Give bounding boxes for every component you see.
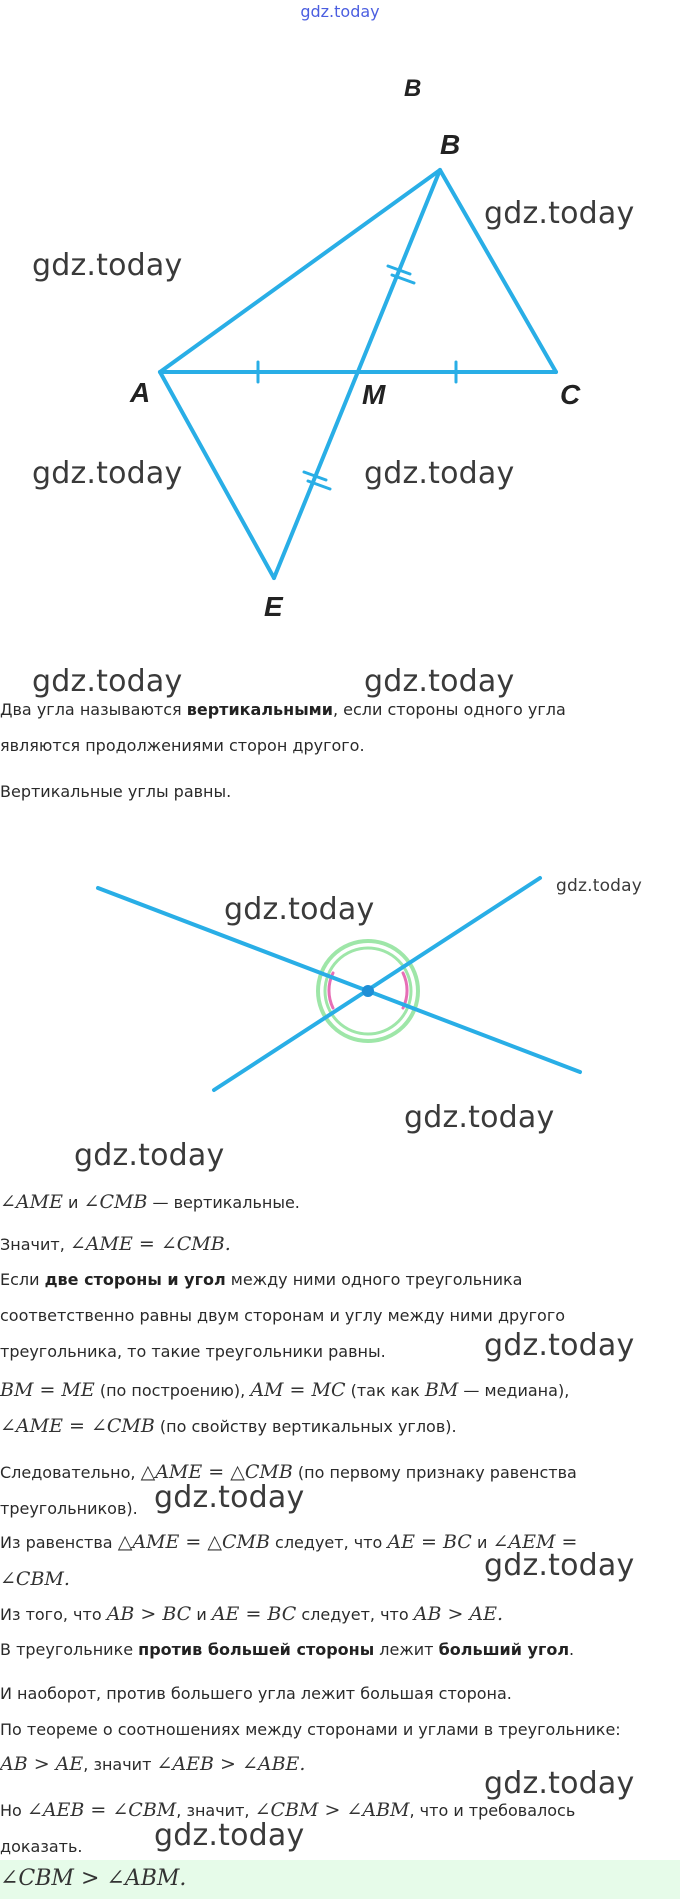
math: ∠CBM > ∠ABM (254, 1799, 410, 1821)
math: ∠AME (0, 1191, 63, 1213)
line-consequently (0, 1454, 650, 1527)
watermark: gdz.today (154, 1818, 305, 1853)
watermark-top: gdz.today (300, 2, 380, 21)
line-equalities (0, 1372, 650, 1409)
text: (по построению), (94, 1381, 251, 1400)
final-answer: ∠CBM > ∠ABM. (0, 1866, 187, 1891)
math: AB > AE. (413, 1603, 504, 1625)
text: , если стороны одного угла являются продолжениями сторон другого. (0, 700, 566, 755)
text: — вертикальные. (147, 1193, 300, 1212)
line-ab-gt-ae (0, 1746, 650, 1783)
watermark: gdz.today (484, 1548, 635, 1583)
math: AE = BC (211, 1603, 297, 1625)
triangle-figure (0, 0, 680, 640)
text: и (62, 1193, 84, 1212)
label-c: C (560, 379, 581, 410)
text: (так как (345, 1381, 425, 1400)
definition-vertical-angles (0, 692, 650, 764)
line-theorem (0, 1632, 650, 1668)
text: Из равенства (0, 1533, 118, 1552)
math: ∠AEM = ∠CBM. (0, 1531, 578, 1590)
math: AE = BC (387, 1531, 472, 1553)
label-a: A (130, 377, 151, 408)
line-conclusion (0, 1792, 650, 1865)
watermark: gdz.today (154, 1480, 305, 1515)
watermark: gdz.today (484, 1328, 635, 1363)
text: . (569, 1640, 575, 1659)
watermark: gdz.today (32, 248, 183, 283)
math: AM = MC (250, 1379, 346, 1401)
line-angle-equality (0, 1408, 650, 1445)
math: BM (424, 1379, 459, 1401)
line-vertical (0, 1184, 650, 1221)
math: BM = ME (0, 1379, 95, 1401)
watermark: gdz.today (364, 456, 515, 491)
text: и (191, 1605, 212, 1624)
text: лежит (374, 1640, 439, 1659)
text: В треугольнике (0, 1640, 139, 1659)
term-sas: две стороны и угол (44, 1270, 226, 1289)
line-ab-ae (0, 1596, 650, 1633)
math: △AME = △CMB (140, 1461, 293, 1483)
text: , что и требовалось доказать. (0, 1801, 576, 1856)
math: ∠CMB (83, 1191, 148, 1213)
line-therefore (0, 1226, 650, 1263)
label-b-top: B (404, 75, 422, 102)
text: следует, что (269, 1533, 388, 1552)
watermark: gdz.today (74, 1138, 225, 1173)
watermark: gdz.today (484, 1766, 635, 1801)
text: Из того, что (0, 1605, 107, 1624)
math: △AME = △CMB (117, 1531, 270, 1553)
text: и (471, 1533, 493, 1552)
text: Но (0, 1801, 27, 1820)
watermark: gdz.today (32, 664, 183, 699)
line-by-theorem: По теореме о соотношениях между сторонами и углами в треугольнике: (0, 1720, 621, 1739)
text: следует, что (296, 1605, 414, 1624)
line-from-equality (0, 1524, 650, 1598)
line-converse: И наоборот, против большего угла лежит большая сторона. (0, 1684, 512, 1703)
math: ∠AME = ∠CMB (0, 1415, 155, 1437)
text: Два угла называются (0, 700, 187, 719)
math: ∠AEB = ∠CBM (26, 1799, 177, 1821)
text: между ними одного треугольника соответственно равны двум сторонам и углу между ними другого треугольника, то такие треугольники равны. (0, 1270, 566, 1361)
label-e: E (264, 591, 283, 622)
text: — медиана), (458, 1381, 570, 1400)
text: Если (0, 1270, 45, 1289)
label-m: M (362, 379, 386, 410)
final-answer-box (0, 1860, 680, 1899)
vertical-angles-equal: Вертикальные углы равны. (0, 782, 232, 801)
watermark: gdz.today (404, 1100, 555, 1135)
vertex-point (362, 985, 374, 997)
math: AB > BC (106, 1603, 192, 1625)
text: (по первому признаку равенства треугольников). (0, 1463, 577, 1518)
math: ∠AME = ∠CMB. (69, 1233, 231, 1255)
watermark: gdz.today (224, 892, 375, 927)
text: , значит (83, 1755, 157, 1774)
math: ∠AEB > ∠ABE. (156, 1753, 306, 1775)
watermark: gdz.today (556, 876, 643, 896)
text: , значит, (176, 1801, 255, 1820)
math: AB > AE (0, 1753, 84, 1775)
text: Следовательно, (0, 1463, 141, 1482)
label-b: B (440, 129, 461, 160)
sas-criterion (0, 1262, 650, 1370)
text: Значит, (0, 1235, 70, 1254)
watermark: gdz.today (32, 456, 183, 491)
watermark: gdz.today (364, 664, 515, 699)
watermark: gdz.today (484, 196, 635, 231)
term-larger-side: против большей стороны (138, 1640, 375, 1659)
term-larger-angle: больший угол (438, 1640, 570, 1659)
term-vertical: вертикальными (186, 700, 333, 719)
text: (по свойству вертикальных углов). (154, 1417, 457, 1436)
